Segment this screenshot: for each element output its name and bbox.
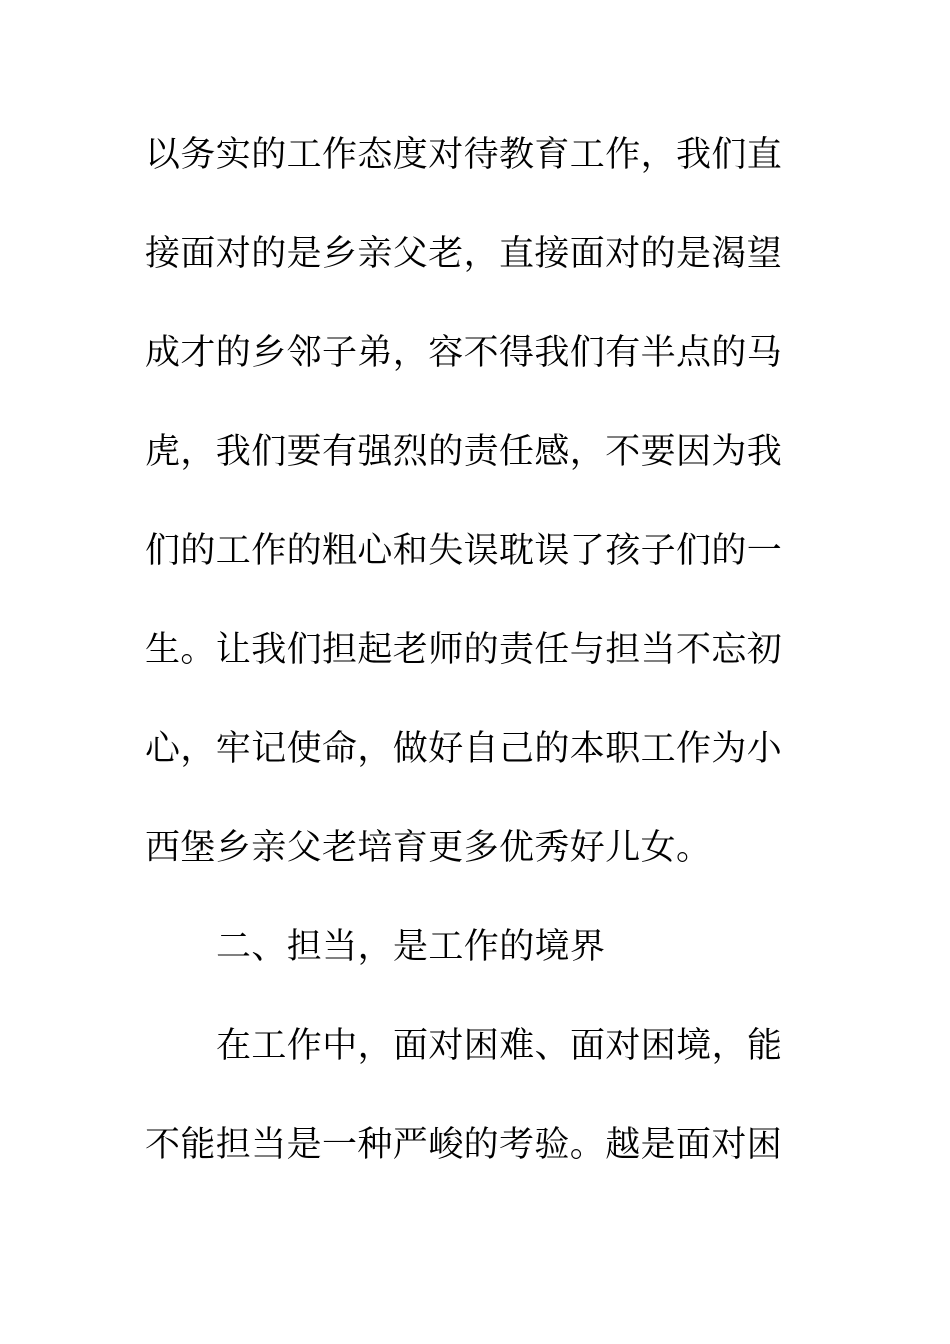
body-text	[145, 128, 785, 1217]
text-line: 不能担当是一种严峻的考验。越是面对困	[145, 1125, 783, 1165]
text-line: 接面对的是乡亲父老，直接面对的是渴望	[145, 234, 783, 274]
text-line: 生。让我们担起老师的责任与担当不忘初	[145, 630, 783, 670]
text-line: 以务实的工作态度对待教育工作，我们直	[145, 135, 783, 175]
paragraph-first-line: 在工作中，面对困难、面对困境，能	[216, 1026, 783, 1066]
text-line: 西堡乡亲父老培育更多优秀好儿女。	[145, 828, 712, 868]
section-heading: 二、担当，是工作的境界	[216, 927, 606, 967]
text-line: 虎，我们要有强烈的责任感，不要因为我	[145, 432, 783, 472]
text-line: 们的工作的粗心和失误耽误了孩子们的一	[145, 531, 783, 571]
text-line: 心，牢记使命，做好自己的本职工作为小	[145, 729, 783, 769]
text-line: 成才的乡邻子弟，容不得我们有半点的马	[145, 333, 783, 373]
